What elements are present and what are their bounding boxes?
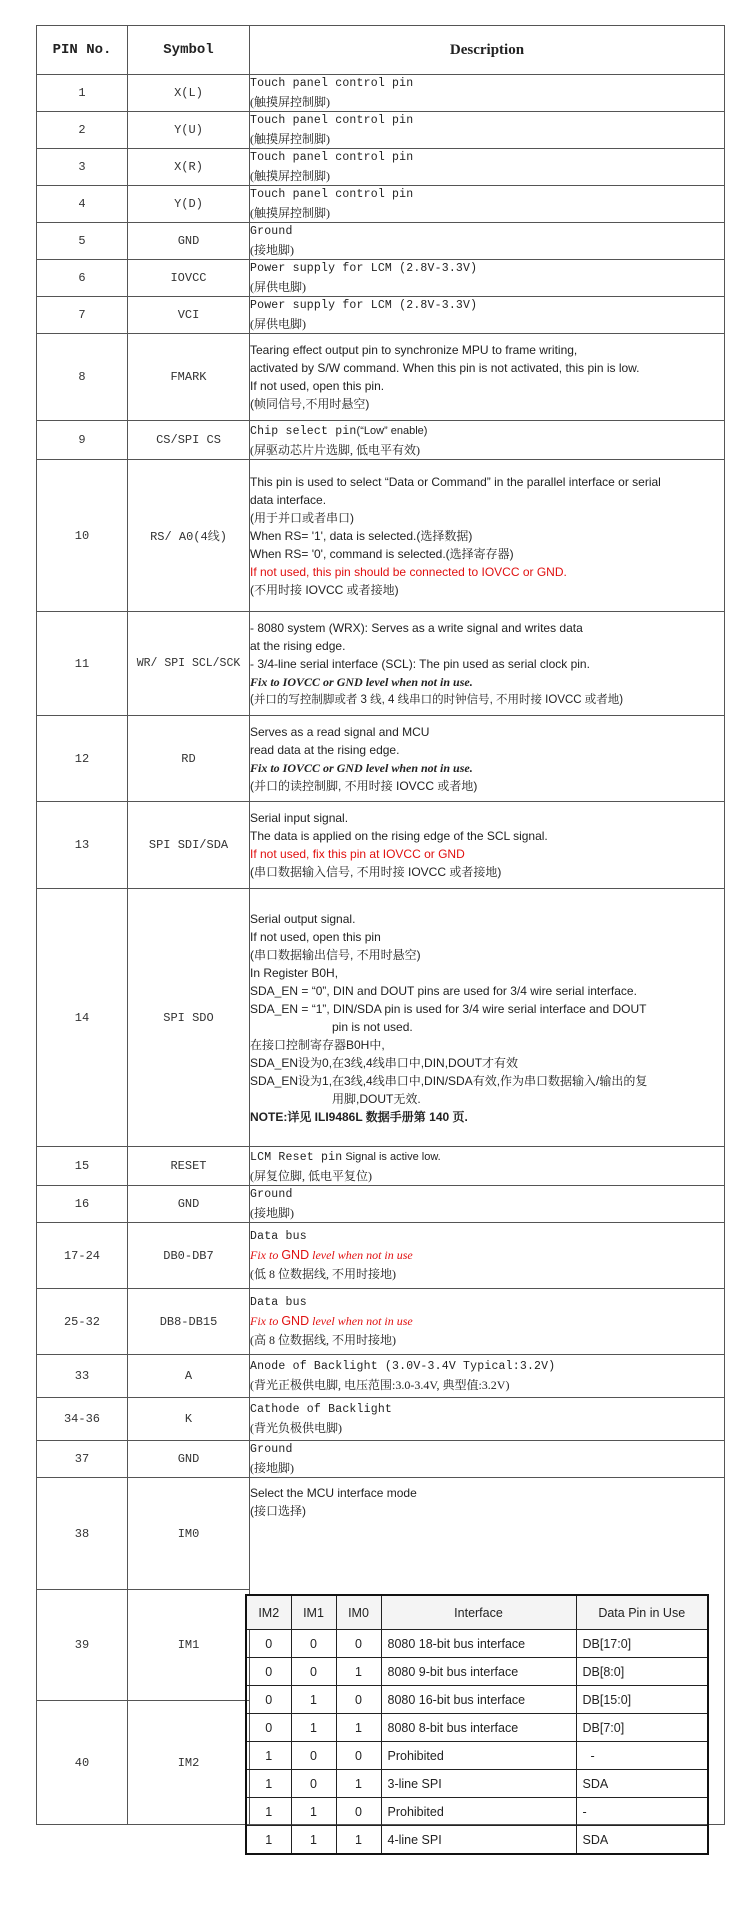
table-row — [37, 260, 725, 297]
table-row — [37, 75, 725, 112]
desc-fix: Fix to — [250, 1248, 279, 1262]
mode-cell: 0 — [246, 1686, 291, 1714]
desc-fix: Fix to — [250, 1314, 279, 1328]
interface-mode-table — [245, 1594, 709, 1855]
desc-en: Data bus — [250, 1296, 307, 1309]
pin-number: 1 — [37, 75, 128, 112]
mode-row — [246, 1742, 708, 1770]
pin-description — [250, 421, 725, 460]
header-row — [37, 26, 725, 75]
desc-en: Anode of Backlight (3.0V-3.4V Typical:3.2V) — [250, 1360, 556, 1373]
pin-symbol: Y(U) — [128, 112, 250, 149]
desc-line: - 8080 system (WRX): Serves as a write signal and writes data — [250, 620, 583, 635]
interface-mode-table-wrap — [245, 1594, 707, 1855]
desc-line: Serves as a read signal and MCU — [250, 724, 430, 739]
desc-zh: (屏供电脚) — [250, 280, 306, 294]
pin-number: 17-24 — [37, 1223, 128, 1289]
pin-number: 8 — [37, 334, 128, 421]
mode-row — [246, 1658, 708, 1686]
table-row — [37, 612, 725, 716]
table-row — [37, 1441, 725, 1478]
pin-symbol: DB0-DB7 — [128, 1223, 250, 1289]
desc-line: data interface. — [250, 492, 327, 507]
desc-line: 在接口控制寄存器B0H中, — [250, 1037, 385, 1052]
mode-row — [246, 1826, 708, 1855]
desc-line: When RS= '1', data is selected.(选择数据) — [250, 528, 473, 543]
table-row — [37, 334, 725, 421]
pin-description — [250, 1289, 725, 1355]
pin-number: 25-32 — [37, 1289, 128, 1355]
mode-cell: 0 — [291, 1770, 336, 1798]
mode-header-datapin: Data Pin in Use — [576, 1595, 708, 1630]
mode-row — [246, 1630, 708, 1658]
desc-gnd: GND — [281, 1248, 310, 1262]
desc-en: Ground — [250, 1443, 293, 1456]
desc-zh: (低 8 位数据线, 不用时接地) — [250, 1267, 396, 1281]
pin-description — [250, 460, 725, 612]
mode-interface: 8080 16-bit bus interface — [381, 1686, 576, 1714]
pin-number: 2 — [37, 112, 128, 149]
mode-cell: 1 — [336, 1714, 381, 1742]
mode-interface: 8080 18-bit bus interface — [381, 1630, 576, 1658]
desc-line: Select the MCU interface mode — [250, 1486, 417, 1500]
mode-datapin: DB[7:0] — [576, 1714, 708, 1742]
pin-symbol: CS/SPI CS — [128, 421, 250, 460]
desc-line: at the rising edge. — [250, 638, 346, 653]
pin-symbol: RD — [128, 716, 250, 802]
desc-warning: If not used, fix this pin at IOVCC or GND — [250, 847, 465, 861]
desc-en: Touch panel control pin — [250, 114, 414, 127]
pin-number: 4 — [37, 186, 128, 223]
desc-line: When RS= '0', command is selected.(选择寄存器) — [250, 546, 514, 561]
desc-en: LCM Reset pin — [250, 1151, 343, 1164]
pin-number: 33 — [37, 1355, 128, 1398]
desc-note: Fix to IOVCC or GND level when not in use. — [250, 674, 473, 689]
table-row — [37, 149, 725, 186]
pin-description — [250, 1441, 725, 1478]
desc-en: Ground — [250, 225, 293, 238]
pin-description — [250, 1223, 725, 1289]
desc-line: The data is applied on the rising edge of the SCL signal. — [250, 829, 548, 843]
mode-cell: 1 — [291, 1798, 336, 1826]
mode-cell: 1 — [246, 1742, 291, 1770]
desc-en: Touch panel control pin — [250, 151, 414, 164]
desc-zh: (触摸屏控制脚) — [250, 132, 330, 146]
table-row — [37, 112, 725, 149]
pin-symbol: FMARK — [128, 334, 250, 421]
mode-cell: 1 — [336, 1826, 381, 1855]
pin-symbol: VCI — [128, 297, 250, 334]
mode-cell: 1 — [291, 1714, 336, 1742]
pin-number: 38 — [37, 1478, 128, 1590]
pin-number: 39 — [37, 1590, 128, 1701]
mode-cell: 0 — [246, 1630, 291, 1658]
table-row — [37, 716, 725, 802]
desc-line: Tearing effect output pin to synchronize MPU to frame writing, — [250, 343, 578, 357]
pin-description — [250, 112, 725, 149]
desc-line: activated by S/W command. When this pin is not activated, this pin is low. — [250, 361, 640, 375]
pin-number: 12 — [37, 716, 128, 802]
pin-description — [250, 1186, 725, 1223]
desc-line: If not used, open this pin — [250, 929, 381, 944]
mode-header-row — [246, 1595, 708, 1630]
desc-line: If not used, open this pin. — [250, 379, 385, 393]
desc-line: SDA_EN设为1,在3线,4线串口中,DIN/SDA有效,作为串口数据输入/输出的复 — [250, 1073, 648, 1088]
mode-cell: 0 — [246, 1714, 291, 1742]
desc-zh: (接地脚) — [250, 1461, 294, 1475]
mode-cell: 0 — [246, 1658, 291, 1686]
pin-symbol: A — [128, 1355, 250, 1398]
pin-number: 13 — [37, 802, 128, 889]
desc-zh: (并口的读控制脚, 不用时接 IOVCC 或者地) — [250, 778, 478, 793]
desc-en: Data bus — [250, 1230, 307, 1243]
desc-en: Chip select pin — [250, 425, 357, 438]
pin-number: 16 — [37, 1186, 128, 1223]
pin-symbol: Y(D) — [128, 186, 250, 223]
pin-symbol: GND — [128, 1186, 250, 1223]
mode-interface: 8080 9-bit bus interface — [381, 1658, 576, 1686]
desc-line: - 3/4-line serial interface (SCL): The pin used as serial clock pin. — [250, 656, 590, 671]
desc-line: SDA_EN设为0,在3线,4线串口中,DIN,DOUT才有效 — [250, 1055, 519, 1070]
table-row — [37, 802, 725, 889]
table-row — [37, 889, 725, 1147]
table-row — [37, 297, 725, 334]
pin-description — [250, 334, 725, 421]
pin-number: 6 — [37, 260, 128, 297]
desc-zh: (触摸屏控制脚) — [250, 169, 330, 183]
mode-header-im0: IM0 — [336, 1595, 381, 1630]
desc-line: SDA_EN = “0”, DIN and DOUT pins are used for 3/4 wire serial interface. — [250, 983, 637, 998]
mode-cell: 1 — [336, 1658, 381, 1686]
mode-cell: 0 — [336, 1630, 381, 1658]
mode-datapin: DB[17:0] — [576, 1630, 708, 1658]
pin-definition-sheet — [36, 25, 724, 1825]
mode-header-im2: IM2 — [246, 1595, 291, 1630]
desc-zh: (串口数据输入信号, 不用时接 IOVCC 或者接地) — [250, 865, 502, 879]
mode-interface: 8080 8-bit bus interface — [381, 1714, 576, 1742]
pin-symbol: WR/ SPI SCL/SCK — [128, 612, 250, 716]
pin-number: 34-36 — [37, 1398, 128, 1441]
pin-symbol: IOVCC — [128, 260, 250, 297]
mode-datapin: DB[8:0] — [576, 1658, 708, 1686]
pin-symbol: X(R) — [128, 149, 250, 186]
desc-zh: (触摸屏控制脚) — [250, 95, 330, 109]
pin-description — [250, 716, 725, 802]
desc-line: This pin is used to select “Data or Command” in the parallel interface or serial — [250, 474, 661, 489]
desc-line: SDA_EN = “1”, DIN/SDA pin is used for 3/4 wire serial interface and DOUT — [250, 1001, 647, 1016]
desc-zh: (触摸屏控制脚) — [250, 206, 330, 220]
pin-description — [250, 612, 725, 716]
header-description: Description — [250, 26, 725, 75]
desc-fix-rest: level when not in use — [312, 1314, 413, 1328]
desc-zh: (接地脚) — [250, 1206, 294, 1220]
table-row — [37, 186, 725, 223]
table-row — [37, 223, 725, 260]
mode-cell: 1 — [291, 1686, 336, 1714]
pin-symbol: RESET — [128, 1147, 250, 1186]
pin-symbol: RS/ A0(4线) — [128, 460, 250, 612]
pin-symbol: GND — [128, 223, 250, 260]
pin-description — [250, 1147, 725, 1186]
pin-description — [250, 889, 725, 1147]
desc-zh: (屏复位脚, 低电平复位) — [250, 1169, 372, 1183]
mode-cell: 1 — [246, 1798, 291, 1826]
desc-zh: (不用时接 IOVCC 或者接地) — [250, 582, 399, 597]
pin-symbol: DB8-DB15 — [128, 1289, 250, 1355]
pin-description — [250, 75, 725, 112]
pin-number: 7 — [37, 297, 128, 334]
table-row — [37, 1186, 725, 1223]
pin-number: 11 — [37, 612, 128, 716]
mode-row — [246, 1714, 708, 1742]
table-row — [37, 1398, 725, 1441]
desc-note: NOTE:详见 ILI9486L 数据手册第 140 页. — [250, 1109, 468, 1124]
mode-interface: Prohibited — [381, 1742, 576, 1770]
pin-description — [250, 297, 725, 334]
mode-cell: 0 — [336, 1742, 381, 1770]
pin-description — [250, 1398, 725, 1441]
desc-en: Ground — [250, 1188, 293, 1201]
table-row — [37, 1355, 725, 1398]
desc-fix-rest: level when not in use — [312, 1248, 413, 1262]
desc-en: Touch panel control pin — [250, 188, 414, 201]
mode-datapin: - — [576, 1798, 708, 1826]
desc-zh: (接地脚) — [250, 243, 294, 257]
desc-line: pin is not used. — [332, 1019, 413, 1034]
desc-line: 用脚,DOUT无效. — [332, 1091, 421, 1106]
pin-symbol: SPI SDI/SDA — [128, 802, 250, 889]
table-row — [37, 1223, 725, 1289]
desc-en-note: (“Low” enable) — [356, 425, 428, 437]
desc-zh: (并口的写控制脚或者 3 线, 4 线串口的时钟信号, 不用时接 IOVCC 或者地) — [250, 693, 624, 706]
pin-description — [250, 149, 725, 186]
desc-en: Cathode of Backlight — [250, 1403, 393, 1416]
pin-number: 14 — [37, 889, 128, 1147]
pin-symbol: IM1 — [128, 1590, 250, 1701]
mode-cell: 1 — [336, 1770, 381, 1798]
mode-datapin: - — [576, 1742, 708, 1770]
mode-cell: 0 — [336, 1798, 381, 1826]
mode-header-interface: Interface — [381, 1595, 576, 1630]
desc-en-note: Signal is active low. — [345, 1151, 441, 1163]
pin-number: 40 — [37, 1701, 128, 1825]
desc-line: read data at the rising edge. — [250, 742, 400, 757]
mode-cell: 1 — [291, 1826, 336, 1855]
pin-description — [250, 186, 725, 223]
mode-cell: 1 — [246, 1770, 291, 1798]
desc-en: Power supply for LCM (2.8V-3.3V) — [250, 262, 478, 275]
desc-en: Touch panel control pin — [250, 77, 414, 90]
mode-interface: 3-line SPI — [381, 1770, 576, 1798]
mode-datapin: SDA — [576, 1770, 708, 1798]
pin-number: 5 — [37, 223, 128, 260]
desc-zh: (串口数据输出信号, 不用时悬空) — [250, 947, 421, 962]
pin-description — [250, 223, 725, 260]
pin-symbol: IM0 — [128, 1478, 250, 1590]
desc-zh: (屏供电脚) — [250, 317, 306, 331]
mode-datapin: DB[15:0] — [576, 1686, 708, 1714]
pin-symbol: K — [128, 1398, 250, 1441]
pin-description — [250, 802, 725, 889]
mode-row — [246, 1770, 708, 1798]
mode-cell: 0 — [336, 1686, 381, 1714]
desc-zh: (屏驱动芯片片选脚, 低电平有效) — [250, 443, 420, 457]
header-pin: PIN No. — [37, 26, 128, 75]
desc-note: Fix to IOVCC or GND level when not in use. — [250, 760, 473, 775]
pin-number: 9 — [37, 421, 128, 460]
desc-zh: (高 8 位数据线, 不用时接地) — [250, 1333, 396, 1347]
mode-interface: 4-line SPI — [381, 1826, 576, 1855]
mode-datapin: SDA — [576, 1826, 708, 1855]
pin-symbol: IM2 — [128, 1701, 250, 1825]
mode-cell: 0 — [291, 1742, 336, 1770]
header-symbol: Symbol — [128, 26, 250, 75]
mode-cell: 0 — [291, 1658, 336, 1686]
desc-zh: (接口选择) — [250, 1504, 306, 1518]
desc-line: In Register B0H, — [250, 965, 339, 980]
pin-number: 15 — [37, 1147, 128, 1186]
pin-number: 37 — [37, 1441, 128, 1478]
desc-line: Serial output signal. — [250, 911, 356, 926]
desc-warning: If not used, this pin should be connected to IOVCC or GND. — [250, 564, 567, 579]
desc-line: Serial input signal. — [250, 811, 349, 825]
desc-zh: (背光负极供电脚) — [250, 1421, 342, 1435]
mode-cell: 1 — [246, 1826, 291, 1855]
mode-row — [246, 1686, 708, 1714]
pin-description — [250, 260, 725, 297]
table-row — [37, 421, 725, 460]
desc-gnd: GND — [281, 1314, 310, 1328]
mode-row — [246, 1798, 708, 1826]
mode-header-im1: IM1 — [291, 1595, 336, 1630]
table-row — [37, 1147, 725, 1186]
mode-interface: Prohibited — [381, 1798, 576, 1826]
table-row — [37, 1289, 725, 1355]
desc-en: Power supply for LCM (2.8V-3.3V) — [250, 299, 478, 312]
table-row — [37, 460, 725, 612]
desc-zh: (用于并口或者串口) — [250, 510, 354, 525]
desc-zh: (帧同信号,不用时悬空) — [250, 397, 370, 411]
pin-number: 10 — [37, 460, 128, 612]
pin-symbol: GND — [128, 1441, 250, 1478]
pin-number: 3 — [37, 149, 128, 186]
pin-table — [36, 25, 725, 1825]
pin-symbol: SPI SDO — [128, 889, 250, 1147]
pin-symbol: X(L) — [128, 75, 250, 112]
table-row — [37, 1478, 725, 1590]
pin-description — [250, 1355, 725, 1398]
mode-cell: 0 — [291, 1630, 336, 1658]
desc-zh: (背光正极供电脚, 电压范围:3.0-3.4V, 典型值:3.2V) — [250, 1378, 510, 1392]
